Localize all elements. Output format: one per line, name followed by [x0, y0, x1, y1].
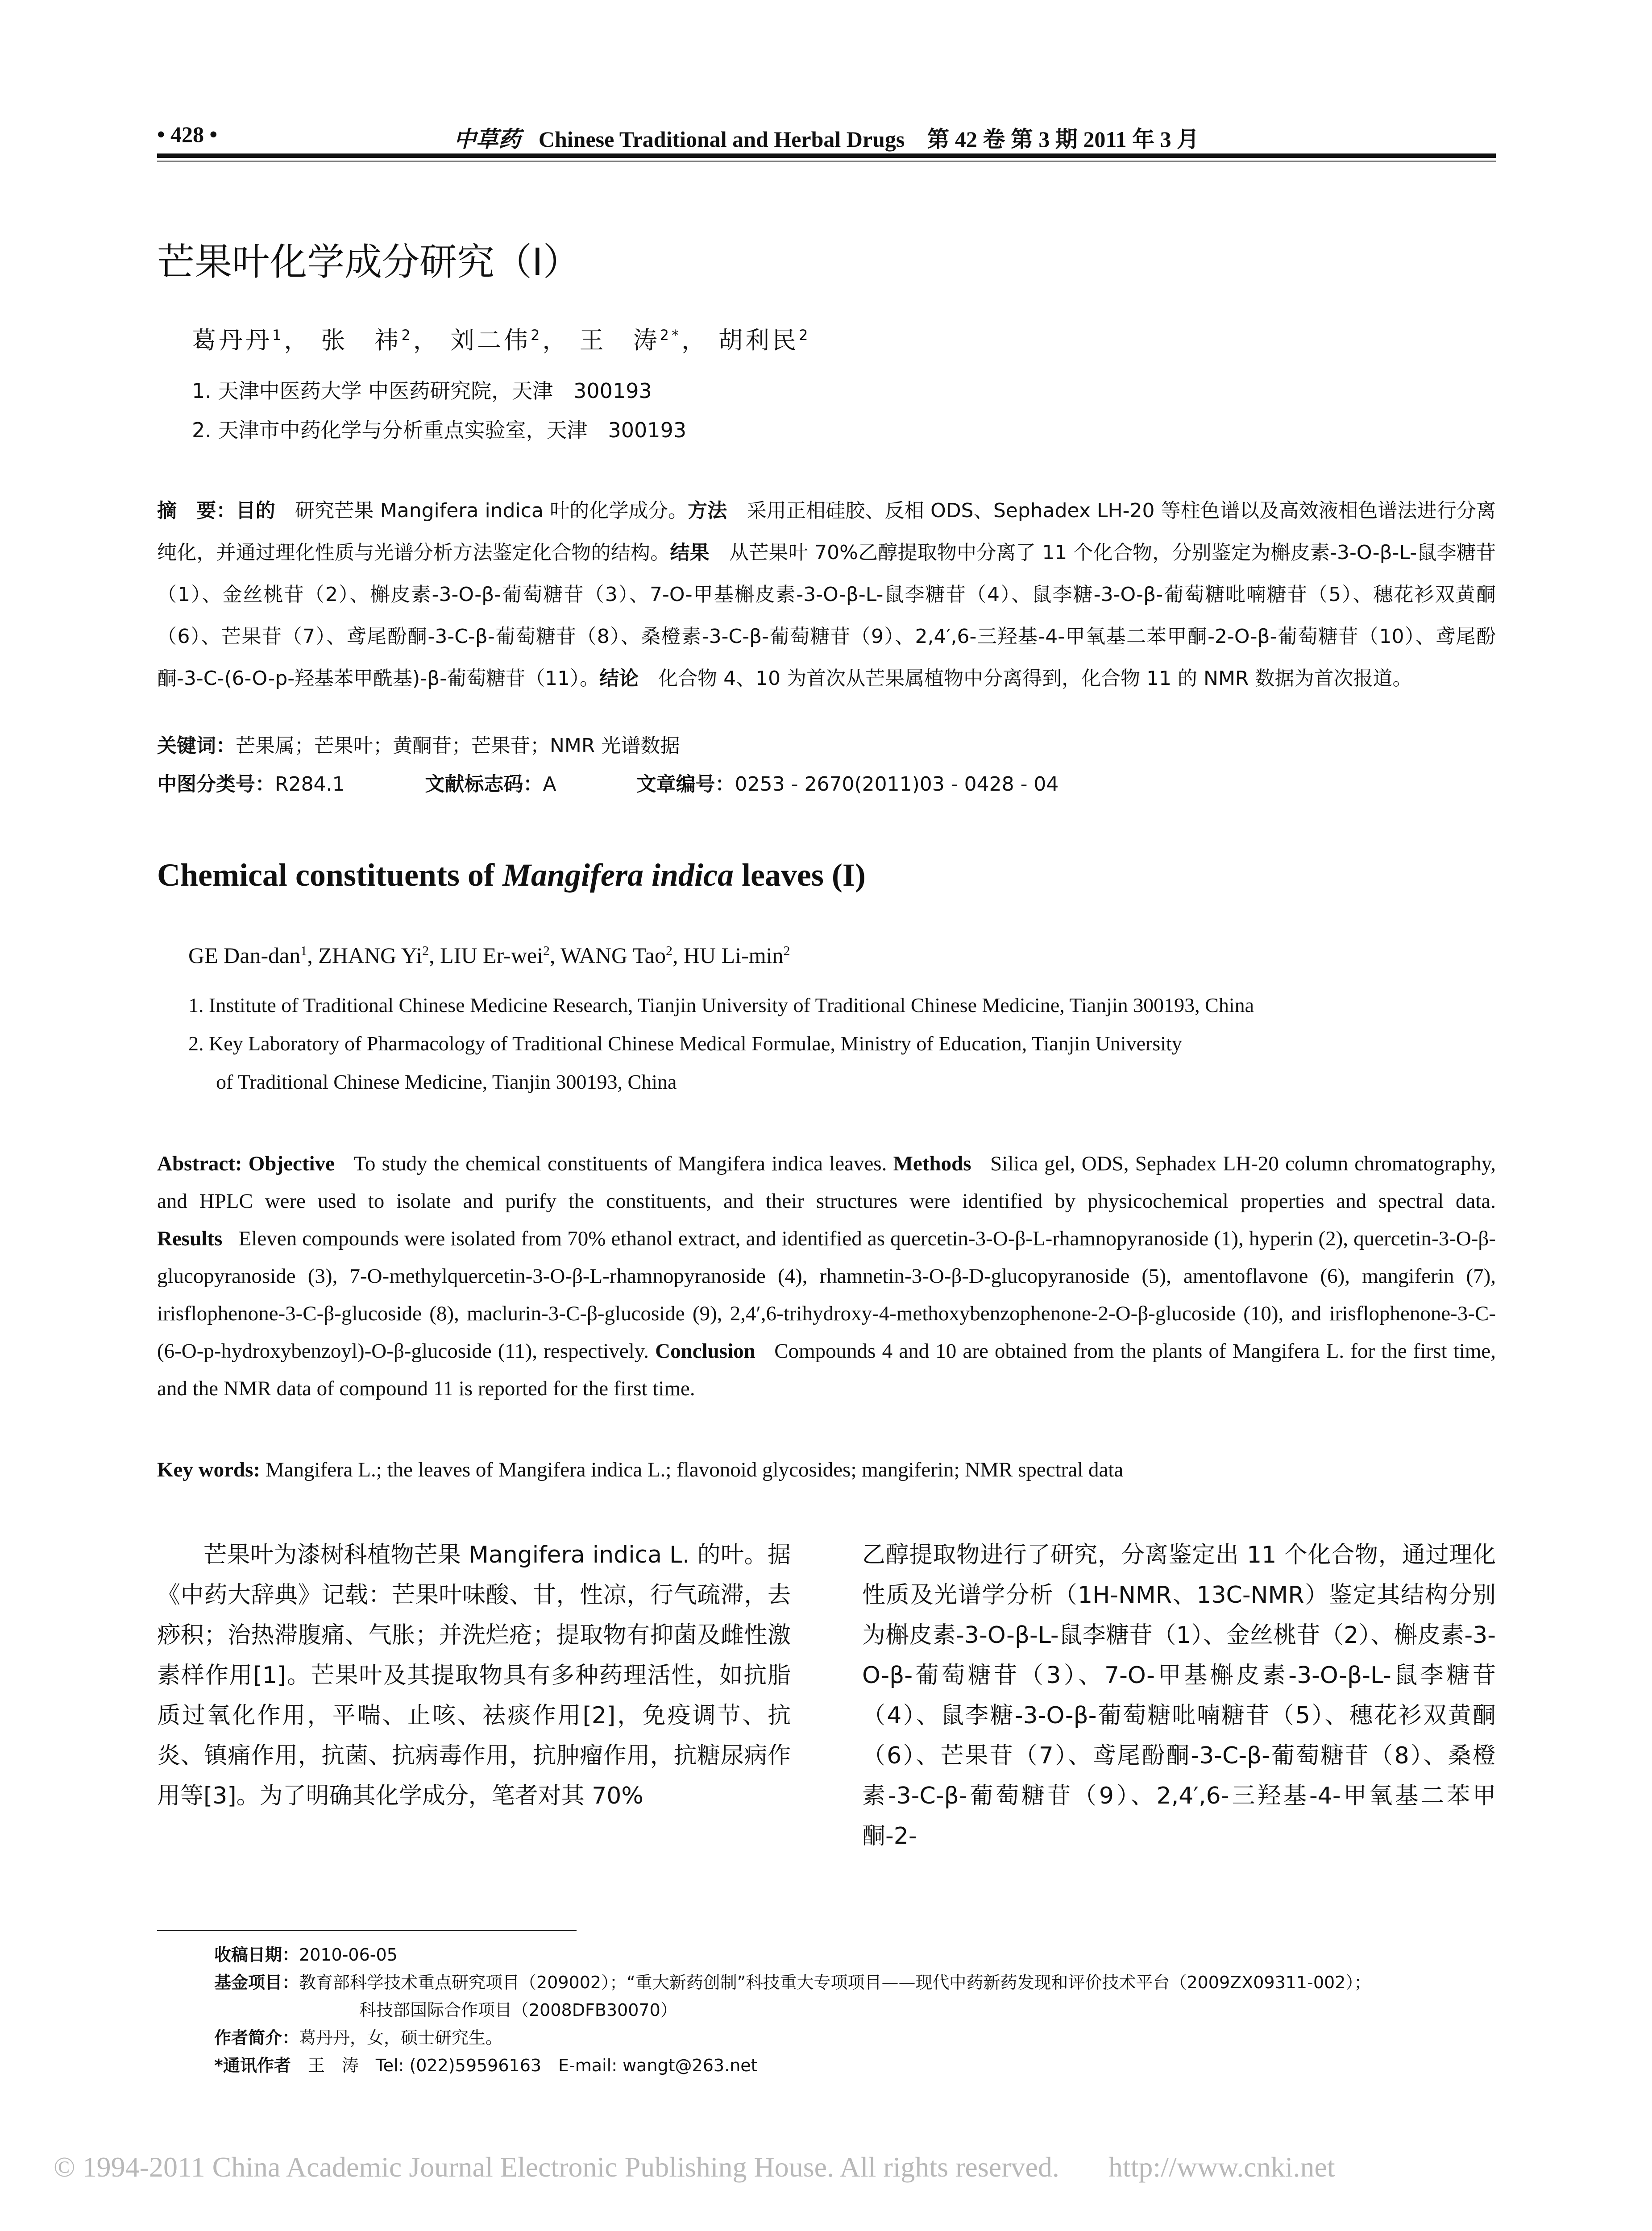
article-no-value: 0253 - 2670(2011)03 - 0428 - 04: [735, 773, 1059, 796]
authors-cn: 葛丹丹$^1$， 张 祎$^2$， 刘二伟$^2$， 王 涛$^{2*}$， 胡利民$^2$: [192, 326, 811, 354]
author-en-sup: 2: [665, 943, 672, 958]
affiliation-cn-1: 1. 天津中医药大学 中医药研究院，天津 300193: [192, 379, 652, 403]
corresponding-label: *通讯作者: [214, 2056, 291, 2075]
title-cn: 芒果叶化学成分研究（I）: [157, 240, 581, 284]
title-en: [157, 857, 866, 894]
fund-label: 基金项目：: [214, 1973, 299, 1992]
author-cn: 张 祎: [321, 326, 402, 354]
body-column-right: 乙醇提取物进行了研究，分离鉴定出 11 个化合物，通过理化性质及光谱学分析（1H-NMR、13C-NMR）鉴定其结构分别为槲皮素-3-O-β-L-鼠李糖苷（1）、金丝桃苷（2）、槲皮素-3-O-β-葡萄糖苷（3）、7-O-甲基槲皮素-3-O-β-L-鼠李糖苷（4）、鼠李糖-3-O-β-葡萄糖吡喃糖苷（5）、穗花衫双黄酮（6）、芒果苷（7）、鸢尾酚酮-3-C-β-葡萄糖苷（8）、桑橙素-3-C-β-葡萄糖苷（9）、2,4′,6-三羟基-4-甲氧基二苯甲酮-2-: [862, 1542, 1496, 1849]
author-en-sup: 2: [543, 943, 550, 958]
objective-cn: 研究芒果 Mangifera indica 叶的化学成分。: [295, 499, 688, 522]
author-en: HU Li-min: [683, 943, 784, 968]
keywords-cn-text: 芒果属；芒果叶；黄酮苷；芒果苷；NMR 光谱数据: [236, 734, 680, 757]
journal-name-en: Chinese Traditional and Herbal Drugs: [538, 127, 905, 152]
journal-name-cn: 中草药: [453, 126, 521, 152]
article-no-label: 文章编号：: [636, 773, 735, 796]
footnote-author: [214, 2025, 502, 2051]
footnote-fund-cont: 科技部国际合作项目（2008DFB30070）: [359, 2000, 677, 2020]
footnote-rule: [157, 1930, 577, 1931]
title-en-italic: Mangifera indica: [502, 857, 734, 893]
journal-issue: 第 42 卷 第 3 期 2011 年 3 月: [927, 127, 1200, 152]
results-label-cn: 结果: [670, 541, 710, 564]
methods-cn: 采用正相硅胶、反相 ODS、Sephadex LH-20 等柱色谱以及高效液相色谱法进行分离纯化，并通过理化性质与光谱分析方法鉴定化合物的结构。: [157, 499, 1496, 564]
author-sup: 2: [401, 327, 413, 344]
keywords-cn: [157, 728, 1496, 764]
doc-code-label: 文献标志码：: [425, 773, 543, 796]
keywords-en-text: Mangifera L.; the leaves of Mangifera indica L.; flavonoid glycosides; mangiferin; NMR spectral data: [265, 1458, 1124, 1481]
conclusion-cn: 化合物 4、10 为首次从芒果属植物中分离得到，化合物 11 的 NMR 数据为首次报道。: [658, 667, 1412, 690]
keywords-cn-label: 关键词：: [157, 734, 236, 757]
conclusion-en: Compounds 4 and 10 are obtained from the plants of Mangifera L. for the first time, and the NMR data of compound 11 is reported for the first time.: [157, 1339, 1496, 1400]
title-en-post: leaves (I): [733, 857, 866, 893]
abstract-cn: [157, 490, 1496, 700]
author-sup: 2*: [660, 327, 681, 344]
author-en-sup: 2: [422, 943, 429, 958]
conclusion-label-cn: 结论: [599, 667, 639, 690]
objective-label-cn: 目的: [236, 499, 275, 522]
keywords-en: [157, 1451, 1496, 1489]
affiliation-en-2-cont: of Traditional Chinese Medicine, Tianjin 300193, China: [216, 1070, 677, 1093]
results-en: Eleven compounds were isolated from 70% ethanol extract, and identified as quercetin-3-O-β-L-rhamnopyranoside (1), hyperin (2), quercetin-3-O-β-glucopyranoside (3), 7-O-methylquercetin-3-O-β-L-rhamnopyranoside (4), rhamnetin-3-O-β-D-glucopyranoside (5), amentoflavone (6), mangiferin (7), irisflophenone-3-C-β-glucoside (8), maclurin-3-C-β-glucoside (9), 2,4′,6-trihydroxy-4-methoxybenzophenone-2-O-β-glucoside (10), and irisflophenone-3-C-(6-O-p-hydroxybenzoyl)-O-β-glucoside (11), respectively.: [157, 1227, 1496, 1363]
author-en: WANG Tao: [560, 943, 666, 968]
copyright-url: http://www.cnki.net: [1108, 2151, 1335, 2183]
footnote-corresponding: [214, 2053, 758, 2078]
author-en: ZHANG Yi: [318, 943, 423, 968]
page-number: • 428 •: [157, 122, 218, 147]
doc-code-value: A: [543, 773, 556, 796]
abstract-en-label: Abstract: Objective: [157, 1152, 335, 1175]
author-en-sup: 2: [783, 943, 790, 958]
author-en-sup: 1: [300, 943, 307, 958]
author-sup: 1: [272, 327, 284, 344]
header-rule-thick: [157, 153, 1496, 158]
affiliation-cn-2: 2. 天津市中药化学与分析重点实验室，天津 300193: [192, 418, 687, 442]
abstract-en: [157, 1145, 1496, 1407]
conclusion-label-en: Conclusion: [655, 1339, 755, 1363]
copyright-notice: [54, 2151, 1598, 2184]
corresponding-text: 王 涛 Tel: (022)59596163 E-mail: wangt@263.net: [307, 2056, 758, 2075]
methods-label-en: Methods: [893, 1152, 971, 1175]
affiliation-en-1: 1. Institute of Traditional Chinese Medicine Research, Tianjin University of Traditional Chinese Medicine, Tianjin 300193, China: [188, 994, 1254, 1016]
running-header: [157, 117, 1496, 153]
clc-value: R284.1: [275, 773, 345, 796]
author-en: GE Dan-dan: [188, 943, 301, 968]
author-sup: 2: [531, 327, 543, 344]
received-label: 收稿日期：: [214, 1945, 299, 1965]
results-cn: 从芒果叶 70%乙醇提取物中分离了 11 个化合物，分别鉴定为槲皮素-3-O-β-L-鼠李糖苷（1）、金丝桃苷（2）、槲皮素-3-O-β-葡萄糖苷（3）、7-O-甲基槲皮素-3-O-β-L-鼠李糖苷（4）、鼠李糖-3-O-β-葡萄糖吡喃糖苷（5）、穗花衫双黄酮（6）、芒果苷（7）、鸢尾酚酮-3-C-β-葡萄糖苷（8）、桑橙素-3-C-β-葡萄糖苷（9）、2,4′,6-三羟基-4-甲氧基二苯甲酮-2-O-β-葡萄糖苷（10）、鸢尾酚酮-3-C-(6-O-p-羟基苯甲酰基)-β-葡萄糖苷（11）。: [157, 541, 1496, 690]
body-column-left: 芒果叶为漆树科植物芒果 Mangifera indica L. 的叶。据《中药大辞典》记载：芒果叶味酸、甘，性凉，行气疏滞，去痧积；治热滞腹痛、气胀；并洗烂疮；提取物有抑菌及雌性激素样作用[1]。芒果叶及其提取物具有多种药理活性，如抗脂质过氧化作用，平喘、止咳、祛痰作用[2]，免疫调节、抗炎、镇痛作用，抗菌、抗病毒作用，抗肿瘤作用，抗糖尿病作用等[3]。为了明确其化学成分，笔者对其 70%: [157, 1542, 791, 1809]
abstract-cn-label: 摘 要：: [157, 499, 236, 522]
author-cn: 胡利民: [718, 326, 799, 354]
footnote-received: [214, 1942, 398, 1968]
author-cn: 王 涛: [579, 326, 660, 354]
authors-en: GE Dan-dan$^1$, ZHANG Yi$^2$, LIU Er-wei$^2$, WANG Tao$^2$, HU $Li-\min^2$: [188, 943, 790, 968]
journal-line: [157, 121, 1496, 153]
author-intro-label: 作者简介：: [214, 2028, 299, 2048]
clc-label: 中图分类号：: [157, 773, 275, 796]
author-cn: 葛丹丹: [192, 326, 272, 354]
results-label-en: Results: [157, 1227, 223, 1250]
title-en-pre: Chemical constituents of: [157, 857, 502, 893]
classification-line: [157, 767, 1496, 802]
received-date: 2010-06-05: [299, 1945, 398, 1965]
affiliation-en-2: 2. Key Laboratory of Pharmacology of Traditional Chinese Medical Formulae, Ministry of Education, Tianjin University: [188, 1032, 1182, 1055]
author-intro-text: 葛丹丹，女，硕士研究生。: [299, 2028, 503, 2048]
header-rule-thin: [157, 161, 1496, 162]
objective-en: To study the chemical constituents of Mangifera indica leaves.: [353, 1152, 887, 1175]
fund-text: 教育部科学技术重点研究项目（209002）；“重大新药创制”科技重大专项项目——现代中药新药发现和评价技术平台（2009ZX09311-002）；: [299, 1973, 1371, 1992]
methods-en: Silica gel, ODS, Sephadex LH-20 column chromatography, and HPLC were used to isolate and purify the constituents, and their structures were identified by physicochemical properties and spectral data.: [157, 1152, 1496, 1213]
footnote-fund: [214, 1970, 1499, 1995]
copyright-text: © 1994-2011 China Academic Journal Electronic Publishing House. All rights reserved.: [54, 2151, 1059, 2183]
author-cn: 刘二伟: [450, 326, 531, 354]
author-sup: 2: [799, 327, 811, 344]
author-en: LIU Er-wei: [440, 943, 544, 968]
keywords-en-label: Key words:: [157, 1458, 261, 1481]
methods-label-cn: 方法: [688, 499, 727, 522]
